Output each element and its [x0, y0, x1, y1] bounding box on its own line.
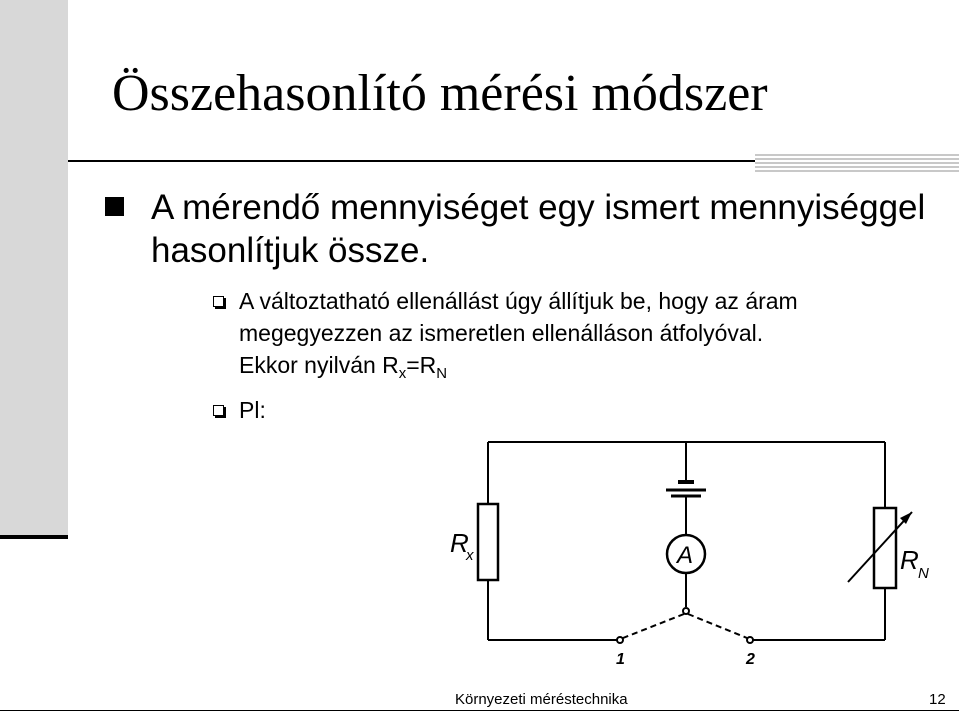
side-decor-bar-edge — [0, 535, 68, 539]
label-rn: R — [900, 545, 919, 575]
label-rx-sub: x — [466, 547, 474, 564]
switch-arm-1 — [623, 614, 684, 638]
sub-bullet-1-text: A változtatható ellenállást úgy állítjuk be, hogy az áram megegyezzen az ismeretlen ellenálláson átfolyóval. — [239, 288, 798, 346]
switch-label-2: 2 — [746, 651, 755, 668]
equation-mid: =R — [406, 352, 437, 378]
equation — [239, 352, 448, 383]
resistor-rn — [874, 508, 896, 588]
switch-contact-1 — [617, 637, 623, 643]
sub-bullet-2-text: Pl: — [239, 397, 266, 423]
switch-arm-2 — [688, 614, 747, 638]
equation-prefix: Ekkor nyilván R — [239, 352, 399, 378]
side-decor-bar — [0, 0, 68, 535]
square-bullet-icon — [105, 197, 124, 216]
slide-title: Összehasonlító mérési módszer — [112, 65, 768, 122]
resistor-rx — [478, 504, 498, 580]
ammeter-label: A — [677, 542, 694, 569]
label-rn-sub: N — [918, 565, 929, 582]
title-divider-accent — [755, 154, 959, 172]
equation-sub-x: x — [398, 365, 407, 383]
equation-sub-n: N — [436, 365, 448, 383]
page-number: 12 — [929, 691, 946, 708]
switch-label-1: 1 — [616, 651, 625, 668]
switch-contact-2 — [747, 637, 753, 643]
hollow-square-bullet-icon — [213, 405, 224, 416]
label-rx: R — [450, 528, 469, 558]
footer-title: Környezeti méréstechnika — [455, 691, 628, 708]
bullet-main-text: A mérendő mennyiséget egy ismert mennyiséggel hasonlítjuk össze. — [151, 188, 926, 270]
source-cap — [678, 480, 694, 484]
hollow-square-bullet-icon — [213, 296, 224, 307]
switch-pivot — [683, 608, 689, 614]
sub-bullet-1-content — [239, 285, 939, 381]
circuit-diagram — [430, 432, 950, 677]
